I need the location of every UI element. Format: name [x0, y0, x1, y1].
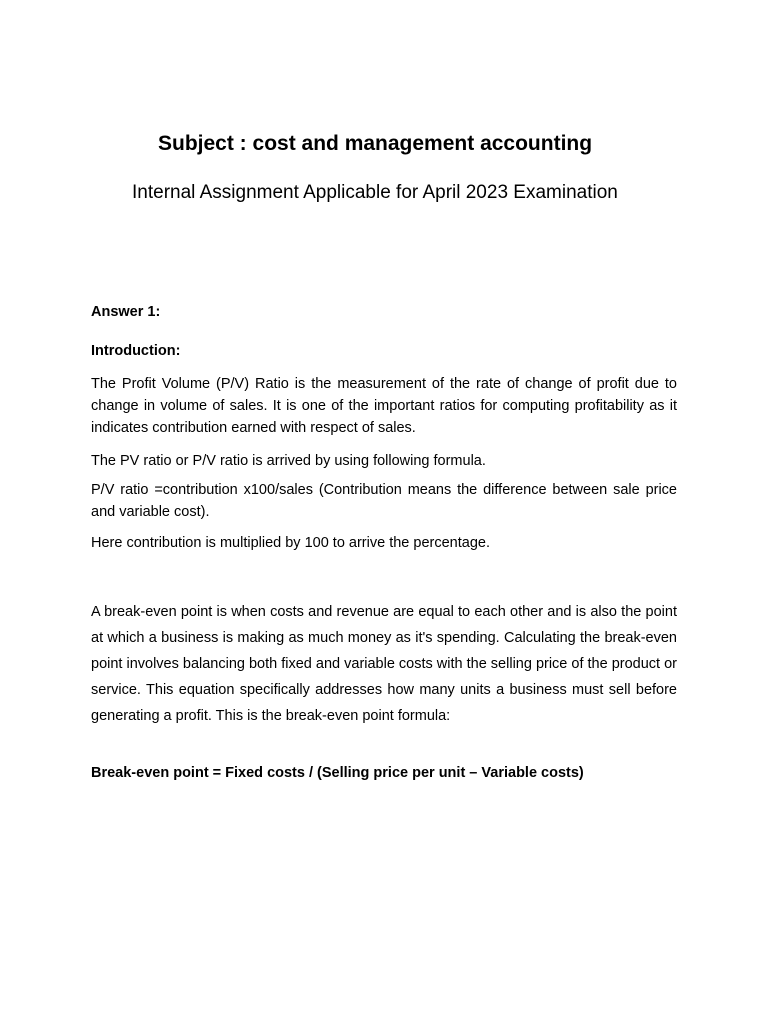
paragraph-percentage-note: Here contribution is multiplied by 100 to arrive the percentage. [91, 535, 490, 551]
answer-heading: Answer 1: [91, 304, 161, 320]
paragraph-break-even-definition: A break-even point is when costs and revenue are equal to each other and is also the point at which a business is making as much money as it's spending. Calculating the break-even point involves balancing both fixed and variable costs with the selling price of the product or service. This equation specifically addresses how many units a business must sell before generating a profit. This is the break-even point formula: [91, 604, 677, 724]
subject-title: Subject : cost and management accounting [158, 132, 593, 155]
paragraph-pv-formula-intro: The PV ratio or P/V ratio is arrived by using following formula. [91, 453, 486, 469]
introduction-heading: Introduction: [91, 343, 181, 359]
break-even-formula: Break-even point = Fixed costs / (Selling price per unit – Variable costs) [91, 765, 584, 781]
paragraph-pv-ratio-definition: The Profit Volume (P/V) Ratio is the measurement of the rate of change of profit due to change in volume of sales. It is one of the important ratios for computing profitability as it indicates contribution earned with respect of sales. [91, 376, 677, 436]
paragraph-pv-formula: P/V ratio =contribution x100/sales (Contribution means the difference between sale price and variable cost). [91, 482, 677, 520]
assignment-subtitle: Internal Assignment Applicable for April 2023 Examination [132, 182, 618, 203]
